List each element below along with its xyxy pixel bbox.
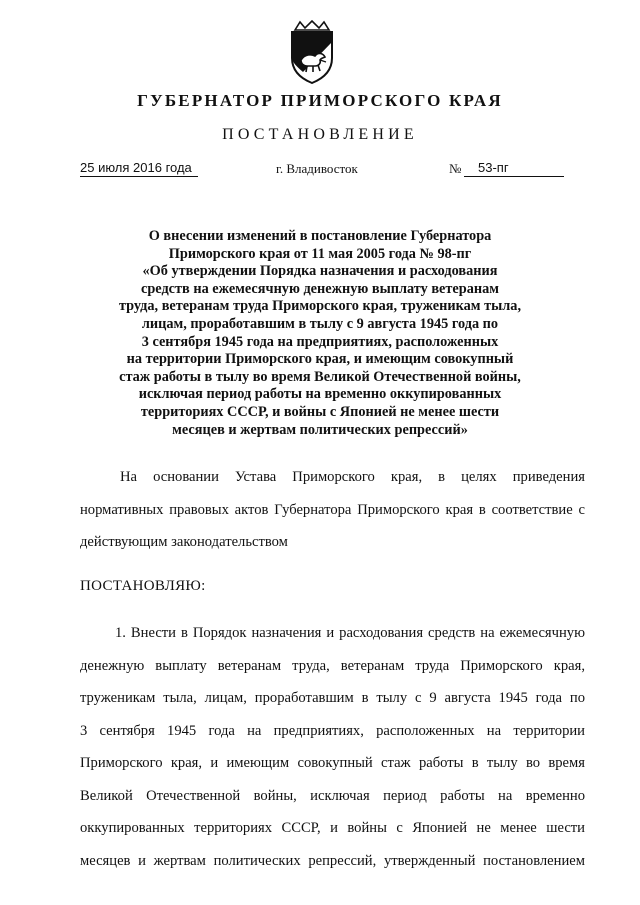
preamble-line: действующим законодательством [80, 534, 288, 550]
heading-line: О внесении изменений в постановление Губернатора [148, 228, 492, 244]
item-1-line: денежную выплату ветеранам труда, ветеранам труда Приморского края, [80, 657, 585, 674]
heading-line: труда, ветеранам труда Приморского края, труженикам тыла, [118, 298, 522, 315]
item-1-paragraph [80, 617, 585, 877]
heading-line: стаж работы в тылу во время Великой Отечественной войны, [119, 368, 521, 385]
item-1-line: 1. Внести в Порядок назначения и расходования средств на ежемесячную [115, 625, 585, 641]
date-number-line [80, 160, 570, 182]
heading-line: средств на ежемесячную денежную выплату ветеранам [140, 280, 499, 297]
heading-line: территориях СССР, и войны с Японией не менее шести [140, 403, 500, 420]
preamble-paragraph [80, 461, 585, 559]
number-label: № [449, 161, 462, 176]
heading-line: на территории Приморского края, и имеющим совокупный [126, 351, 514, 368]
item-1-line: Приморского края, и имеющим совокупный стаж работы в тылу во время [80, 755, 585, 771]
item-1-line: оккупированных территориях СССР, и войны с Японией не менее шести [80, 820, 585, 836]
item-1-line: труженикам тыла, лицам, проработавшим в тылу с 9 августа 1945 года по [80, 690, 585, 706]
document-date: 25 июля 2016 года [80, 160, 198, 177]
heading-line: Приморского края от 11 мая 2005 года № 98-пг [168, 245, 472, 262]
issuer-title: ГУБЕРНАТОР ПРИМОРСКОГО КРАЯ [137, 91, 503, 110]
document-type: ПОСТАНОВЛЕНИЕ [222, 126, 418, 143]
heading-line: исключая период работы на временно оккупированных [138, 386, 502, 403]
document-heading [70, 228, 570, 439]
item-1-line: месяцев и жертвам политических репрессий, утвержденный постановлением [80, 852, 585, 869]
preamble-line: На основании Устава Приморского края, в целях приведения [120, 469, 585, 485]
item-1-line: 3 сентября 1945 года на предприятиях, расположенных на территории [80, 722, 585, 739]
decree-word: ПОСТАНОВЛЯЮ: [80, 578, 206, 594]
heading-line: 3 сентября 1945 года на предприятиях, расположенных [141, 333, 499, 350]
document-number: 53-пг [464, 160, 564, 177]
heading-line: лицам, проработавшим в тылу с 9 августа 1945 года по [141, 315, 499, 332]
document-city: г. Владивосток [276, 161, 358, 176]
item-1-line: Великой Отечественной войны, исключая период работы на временно [80, 787, 585, 804]
heading-line: месяцев и жертвам политических репрессий» [172, 421, 468, 438]
preamble-line: нормативных правовых актов Губернатора Приморского края в соответствие с [80, 501, 585, 518]
heading-line: «Об утверждении Порядка назначения и расходования [142, 263, 498, 280]
coat-of-arms-emblem [285, 20, 339, 84]
